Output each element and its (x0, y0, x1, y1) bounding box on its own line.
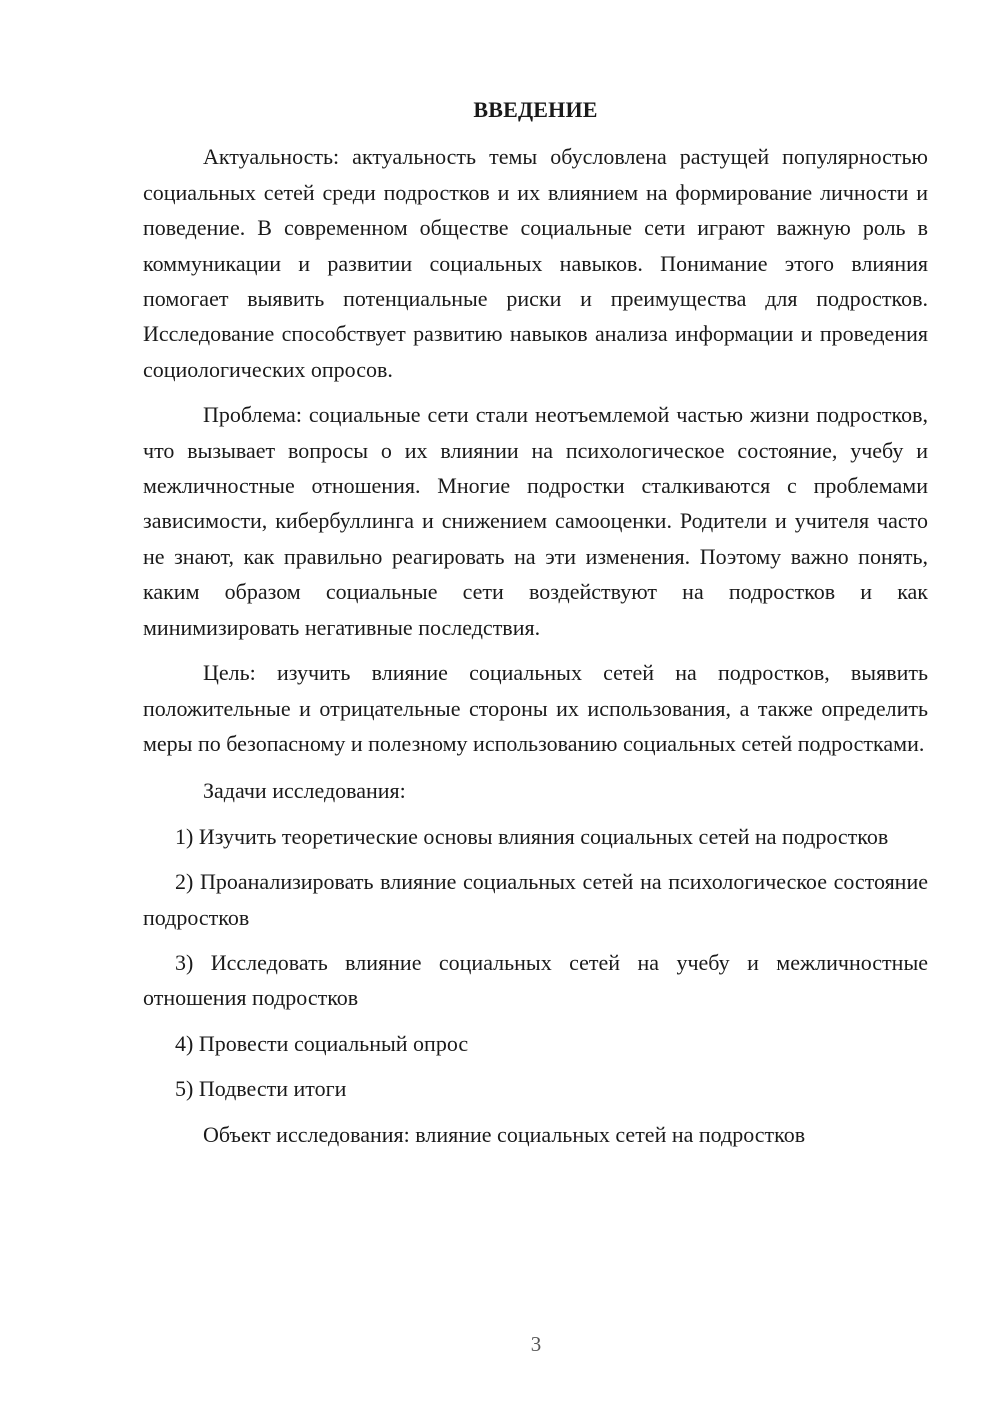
paragraph-goal: Цель: изучить влияние социальных сетей на подростков, выявить положительные и отрицательные стороны их использования, а также определить меры по безопасному и полезному использованию социальных сетей подростками. (143, 660, 928, 756)
tasks-heading: Задачи исследования: (203, 778, 406, 804)
task-item-5: 5) Подвести итоги (175, 1076, 347, 1102)
page-title: ВВЕДЕНИЕ (473, 97, 598, 122)
paragraph-problem: Проблема: социальные сети стали неотъемлемой частью жизни подростков, что вызывает вопросы о их влиянии на психологическое состояние, учебу и межличностные отношения. Многие подростки сталкиваются с проблемами зависимости, кибербуллинга и снижением самооценки. Родители и учителя часто не знают, как правильно реагировать на эти изменения. Поэтому важно понять, каким образом социальные сети воздействуют на подростков и как минимизировать негативные последствия. (143, 402, 928, 640)
task-item-1: 1) Изучить теоретические основы влияния социальных сетей на подростков (175, 823, 889, 849)
task-item-4: 4) Провести социальный опрос (175, 1030, 469, 1056)
task-item-3: 3) Исследовать влияние социальных сетей на учебу и межличностные отношения подростков (143, 949, 928, 1011)
research-object: Объект исследования: влияние социальных сетей на подростков (203, 1121, 806, 1147)
task-item-2: 2) Проанализировать влияние социальных сетей на психологическое состояние подростков (143, 869, 928, 930)
page-content (143, 92, 928, 1162)
paragraph-relevance: Актуальность: актуальность темы обусловлена растущей популярностью социальных сетей среди подростков и их влиянием на формирование личности и поведение. В современном обществе социальные сети играют важную роль в коммуникации и развитии социальных навыков. Понимание этого влияния помогает выявить потенциальные риски и преимущества для подростков. Исследование способствует развитию навыков анализа информации и проведения социологических опросов. (143, 144, 928, 382)
page-number: 3 (530, 1332, 542, 1356)
